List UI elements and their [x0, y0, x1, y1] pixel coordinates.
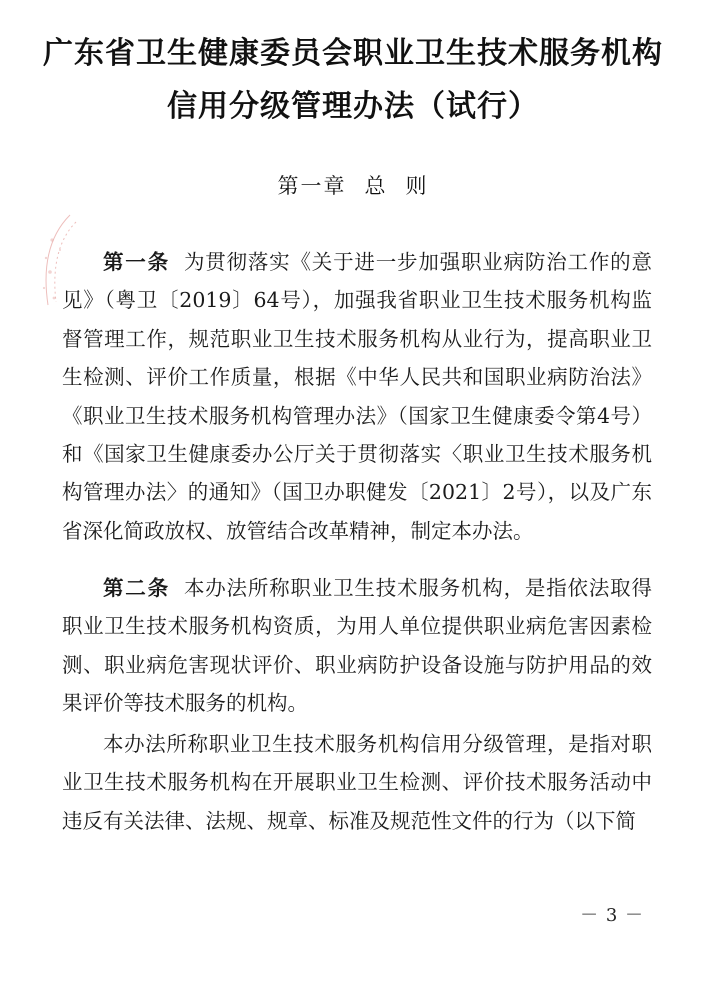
paragraph-article-1: [62, 243, 652, 550]
paragraph-article-2: [62, 569, 652, 723]
chapter-number: 第一章: [277, 174, 347, 198]
paragraph-text: 本办法所称职业卫生技术服务机构，是指依法取得职业卫生技术服务机构资质，为用人单位提供职业病危害因素检测、职业病危害现状评价、职业病防护设备设施与防护用品的效果评价等技术服务的机构。: [62, 576, 652, 716]
document-title-line-2: 信用分级管理办法（试行）: [167, 89, 539, 124]
chapter-title-part-2: 则: [405, 174, 429, 198]
article-label: 第二条: [103, 576, 170, 600]
chapter-title-part-1: 总: [364, 174, 388, 198]
article-label: 第一条: [103, 250, 170, 274]
paragraph-text: 本办法所称职业卫生技术服务机构信用分级管理，是指对职业卫生技术服务机构在开展职业卫生检测、评价技术服务活动中违反有关法律、法规、规章、标准及规范性文件的行为（以下简: [62, 732, 652, 833]
paragraph-continuation: [62, 725, 652, 840]
chapter-heading: [0, 170, 706, 200]
paragraph-text: 为贯彻落实《关于进一步加强职业病防治工作的意见》（粤卫〔2019〕64号），加强我省职业卫生技术服务机构监督管理工作，规范职业卫生技术服务机构从业行为，提高职业卫生检测、评价工作质量，根据《中华人民共和国职业病防治法》《职业卫生技术服务机构管理办法》（国家卫生健康委令第4号）和《国家卫生健康委办公厅关于贯彻落实〈职业卫生技术服务机构管理办法〉的通知》（国卫办职健发〔2021〕2号），以及广东省深化简政放权、放管结合改革精神，制定本办法。: [62, 250, 652, 543]
page-number: － 3 －: [580, 905, 644, 926]
document-title-line-1: 广东省卫生健康委员会职业卫生技术服务机构: [43, 36, 663, 71]
